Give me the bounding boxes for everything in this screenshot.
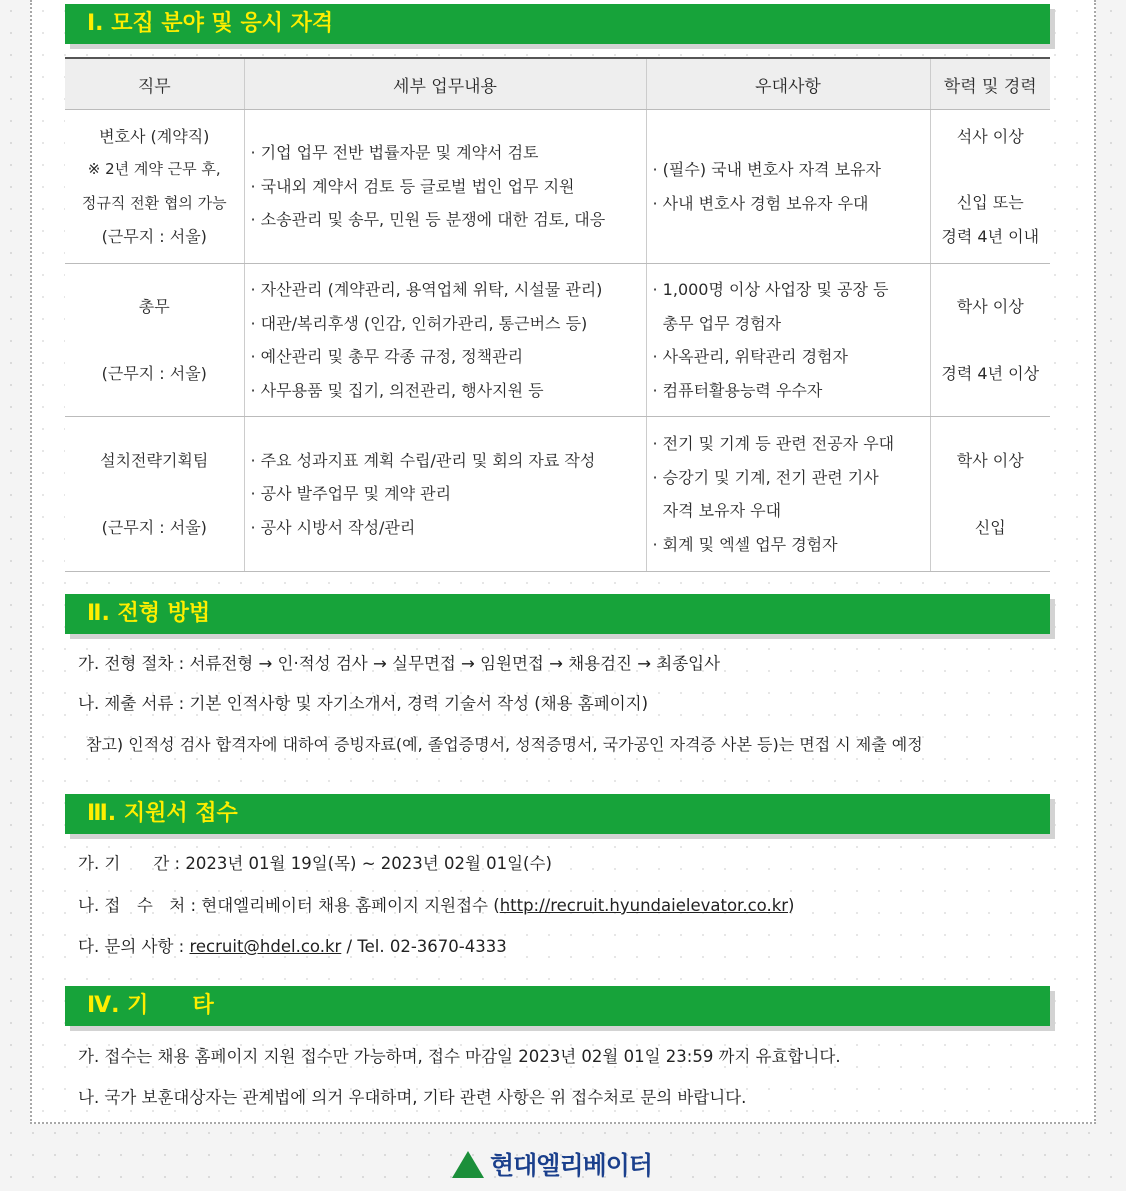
detail-item: · 공사 시방서 작성/관리 xyxy=(250,517,416,537)
education-cell xyxy=(930,417,1050,572)
education-item: 경력 4년 이내 xyxy=(941,226,1040,246)
education-item: 경력 4년 이상 xyxy=(941,363,1040,383)
preference-item: · 승강기 및 기계, 전기 관련 기사 xyxy=(652,467,879,487)
method-note: 참고) 인적성 검사 합격자에 대하여 증빙자료(예, 졸업증명서, 성적증명서, 국가공인 자격증 사본 등)는 면접 시 제출 예정 xyxy=(86,735,923,754)
contact-phone: / Tel. 02-3670-4333 xyxy=(341,937,507,956)
col-header-preferences: 우대사항 xyxy=(646,58,930,110)
preference-item: · 사옥관리, 위탁관리 경험자 xyxy=(652,347,848,366)
preference-item: 총무 업무 경험자 xyxy=(652,313,782,333)
apply-where-label: 나. 접 수 처 : 현대엘리베이터 채용 홈페이지 지원접수 ( xyxy=(78,896,500,915)
preference-item: · 회계 및 엑셀 업무 경험자 xyxy=(652,534,838,554)
apply-contact-label: 다. 문의 사항 : xyxy=(78,937,190,956)
preference-item: · 컴퓨터활용능력 우수자 xyxy=(652,380,823,400)
education-item: 신입 또는 xyxy=(956,193,1024,213)
apply-where-suffix: ) xyxy=(788,896,795,915)
col-header-details: 세부 업무내용 xyxy=(244,58,646,110)
education-cell xyxy=(930,110,1050,264)
job-cell xyxy=(65,264,244,417)
education-item: 석사 이상 xyxy=(956,126,1024,146)
job-title: 변호사 (계약직) xyxy=(99,126,210,146)
section-header-selection-method: Ⅱ. 전형 방법 xyxy=(65,594,1050,634)
job-cell xyxy=(65,417,244,572)
method-documents: 나. 제출 서류 : 기본 인적사항 및 자기소개서, 경력 기술서 작성 (채용 홈페이지) xyxy=(78,694,649,713)
apply-period: 가. 기 간 : 2023년 01월 19일(목) ~ 2023년 02월 01일(수) xyxy=(78,854,552,873)
preferences-cell xyxy=(646,417,930,572)
preferences-cell xyxy=(646,264,930,417)
preference-item: · 전기 및 기계 등 관련 전공자 우대 xyxy=(652,434,895,453)
job-location: (근무지 : 서울) xyxy=(101,517,207,537)
detail-item: · 기업 업무 전반 법률자문 및 계약서 검토 xyxy=(250,143,539,163)
etc-item: 나. 국가 보훈대상자는 관계법에 의거 우대하며, 기타 관련 사항은 위 접수처로 문의 바랍니다. xyxy=(78,1088,747,1107)
job-cell xyxy=(65,110,244,264)
preferences-cell xyxy=(646,110,930,264)
table-row xyxy=(65,110,1050,264)
details-cell xyxy=(244,417,646,572)
section-header-application: Ⅲ. 지원서 접수 xyxy=(65,794,1050,834)
job-title: 총무 xyxy=(138,297,170,316)
logo-text: 현대엘리베이터 xyxy=(490,1151,653,1180)
job-note: 정규직 전환 협의 가능 xyxy=(81,193,227,212)
education-item: 학사 이상 xyxy=(956,297,1024,316)
job-note: ※ 2년 계약 근무 후, xyxy=(87,160,221,178)
company-logo xyxy=(452,1146,652,1182)
table-header-row xyxy=(65,58,1050,110)
etc-item: 가. 접수는 채용 홈페이지 지원 접수만 가능하며, 접수 마감일 2023년 02월 01일 23:59 까지 유효합니다. xyxy=(78,1047,841,1066)
job-location: (근무지 : 서울) xyxy=(101,363,207,383)
preference-item: · 1,000명 이상 사업장 및 공장 등 xyxy=(652,280,889,299)
detail-item: · 대관/복리후생 (인감, 인허가관리, 통근버스 등) xyxy=(250,313,588,333)
section-header-etc: Ⅳ. 기 타 xyxy=(65,986,1050,1026)
preference-item: · (필수) 국내 변호사 자격 보유자 xyxy=(652,160,881,179)
detail-item: · 주요 성과지표 계획 수립/관리 및 회의 자료 작성 xyxy=(250,450,596,470)
detail-item: · 소송관리 및 송무, 민원 등 분쟁에 대한 검토, 대응 xyxy=(250,210,606,230)
detail-item: · 자산관리 (계약관리, 용역업체 위탁, 시설물 관리) xyxy=(250,280,603,299)
apply-where xyxy=(78,892,794,916)
job-location: (근무지 : 서울) xyxy=(101,227,207,246)
detail-item: · 국내외 계약서 검토 등 글로벌 법인 업무 지원 xyxy=(250,176,575,196)
detail-item: · 예산관리 및 총무 각종 규정, 정책관리 xyxy=(250,347,524,366)
details-cell xyxy=(244,110,646,264)
table-row xyxy=(65,264,1050,417)
contact-email-link[interactable]: recruit@hdel.co.kr xyxy=(189,937,342,956)
triangle-logo-icon xyxy=(452,1151,484,1178)
detail-item: · 공사 발주업무 및 계약 관리 xyxy=(250,484,452,504)
apply-contact xyxy=(78,933,507,957)
table-row xyxy=(65,417,1050,572)
education-item: 학사 이상 xyxy=(956,451,1024,470)
preference-item: 자격 보유자 우대 xyxy=(652,501,782,520)
col-header-education: 학력 및 경력 xyxy=(930,58,1050,110)
preference-item: · 사내 변호사 경험 보유자 우대 xyxy=(652,193,869,213)
education-cell xyxy=(930,264,1050,417)
recruit-site-link[interactable]: http://recruit.hyundaielevator.co.kr xyxy=(499,896,789,915)
detail-item: · 사무용품 및 집기, 의전관리, 행사지원 등 xyxy=(250,380,544,400)
col-header-job: 직무 xyxy=(65,58,244,110)
details-cell xyxy=(244,264,646,417)
recruit-table xyxy=(65,57,1050,572)
method-procedure: 가. 전형 절차 : 서류전형 → 인·적성 검사 → 실무면접 → 임원면접 → 채용검진 → 최종입사 xyxy=(78,654,721,673)
section-header-recruit-fields: Ⅰ. 모집 분야 및 응시 자격 xyxy=(65,4,1050,44)
education-item: 신입 xyxy=(974,517,1006,537)
job-title: 설치전략기획팀 xyxy=(100,451,209,470)
